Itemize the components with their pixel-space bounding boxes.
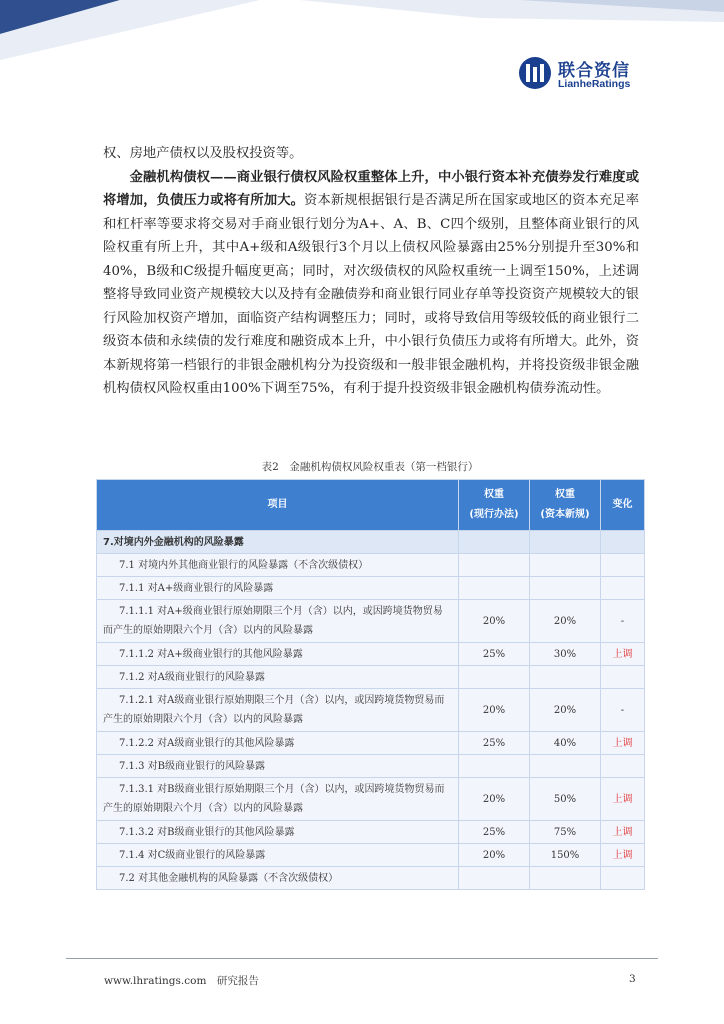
risk-weight-table [96, 479, 645, 890]
table-row [97, 755, 645, 778]
new-weight: 40% [530, 732, 601, 755]
row-label: 7.1.1.2 对A+级商业银行的其他风险暴露 [97, 643, 459, 666]
row-label: 7.1.2 对A级商业银行的风险暴露 [97, 666, 459, 689]
table-header-row [97, 480, 645, 531]
table-row [97, 821, 645, 844]
new-weight: 20% [530, 689, 601, 732]
table-row [97, 531, 645, 554]
row-label: 7.1.3.1 对B级商业银行原始期限三个月（含）以内，或因跨境货物贸易而产生的原始期限六个月（含）以内的风险暴露 [97, 778, 459, 821]
row-label: 7.1.1.1 对A+级商业银行原始期限三个月（含）以内，或因跨境货物贸易而产生的原始期限六个月（含）以内的风险暴露 [97, 600, 459, 643]
table-row [97, 600, 645, 643]
footer-site: www.lhratings.com 研究报告 [104, 975, 259, 987]
old-weight: 25% [459, 821, 530, 844]
table-row [97, 577, 645, 600]
paragraph-continuation: 权、房地产债权以及股权投资等。 [103, 146, 303, 161]
page-number: 3 [629, 973, 636, 985]
new-weight: 30% [530, 643, 601, 666]
change-value: 上调 [601, 643, 645, 666]
change-value: - [601, 689, 645, 732]
row-label: 7.1 对境内外其他商业银行的风险暴露（不含次级债权） [97, 554, 459, 577]
change-value: 上调 [601, 821, 645, 844]
table-row [97, 732, 645, 755]
table-row [97, 867, 645, 890]
row-label: 7.1.2.2 对A级商业银行的其他风险暴露 [97, 732, 459, 755]
row-label: 7.1.2.1 对A级商业银行原始期限三个月（含）以内，或因跨境货物贸易而产生的原始期限六个月（含）以内的风险暴露 [97, 689, 459, 732]
change-value: 上调 [601, 732, 645, 755]
row-label: 7.2 对其他金融机构的风险暴露（不含次级债权） [97, 867, 459, 890]
new-weight: 50% [530, 778, 601, 821]
table-row [97, 689, 645, 732]
new-weight: 20% [530, 600, 601, 643]
header-decoration [0, 0, 724, 60]
row-label: 7.1.4 对C级商业银行的风险暴露 [97, 844, 459, 867]
paragraph-body: 资本新规根据银行是否满足所在国家或地区的资本充足率和杠杆率等要求将交易对手商业银行划分为A+、A、B、C四个级别，且整体商业银行的风险权重有所上升，其中A+级和A级银行3个月以上债权风险暴露由25%分别提升至30%和40%，B级和C级提升幅度更高；同时，对次级债权的风险权重统一上调至150%，上述调整将导致同业资产规模较大以及持有金融债券和商业银行同业存单等投资资产规模较大的银行风险加权资产增加，面临资产结构调整压力；同时，或将导致信用等级较低的商业银行二级资本债和永续债的发行难度和融资成本上升，中小银行负债压力或将有所增大。此外，资本新规将第一档银行的非银金融机构分为投资级和一般非银金融机构，并将投资级非银金融机构债权风险权重由100%下调至75%，有利于提升投资级非银金融机构债券流动性。 [103, 193, 640, 396]
header-new-weight: 权重 (资本新规) [530, 480, 601, 531]
old-weight: 20% [459, 844, 530, 867]
paragraph-lead-bold: 金融机构债权——商业银行债权风险权重整体上升，中小银行资本补充债券发行难度或将增加，负债压力或将有所加大。 [103, 169, 639, 208]
header-old-weight: 权重 (现行办法) [459, 480, 530, 531]
change-value: 上调 [601, 844, 645, 867]
table-row [97, 778, 645, 821]
new-weight: 150% [530, 844, 601, 867]
change-value: - [601, 600, 645, 643]
paragraph-financial-institutions [103, 166, 639, 401]
old-weight: 20% [459, 778, 530, 821]
row-label: 7.对境内外金融机构的风险暴露 [97, 531, 459, 554]
old-weight: 25% [459, 732, 530, 755]
change-value: 上调 [601, 778, 645, 821]
old-weight: 25% [459, 643, 530, 666]
table-caption: 表2 金融机构债权风险权重表（第一档银行） [261, 461, 479, 473]
header-change: 变化 [601, 480, 645, 531]
logo-chinese-name: 联合资信 [558, 61, 630, 81]
table-row [97, 554, 645, 577]
old-weight: 20% [459, 689, 530, 732]
header-item: 项目 [97, 480, 459, 531]
old-weight: 20% [459, 600, 530, 643]
new-weight: 75% [530, 821, 601, 844]
table-row [97, 666, 645, 689]
company-logo [518, 56, 668, 96]
body-text [103, 142, 639, 401]
table-row [97, 643, 645, 666]
footer-divider [66, 958, 658, 959]
logo-mark-icon [518, 56, 552, 90]
table-row [97, 844, 645, 867]
row-label: 7.1.3 对B级商业银行的风险暴露 [97, 755, 459, 778]
logo-english-name: LianheRatings [558, 78, 631, 90]
row-label: 7.1.3.2 对B级商业银行的其他风险暴露 [97, 821, 459, 844]
row-label: 7.1.1 对A+级商业银行的风险暴露 [97, 577, 459, 600]
